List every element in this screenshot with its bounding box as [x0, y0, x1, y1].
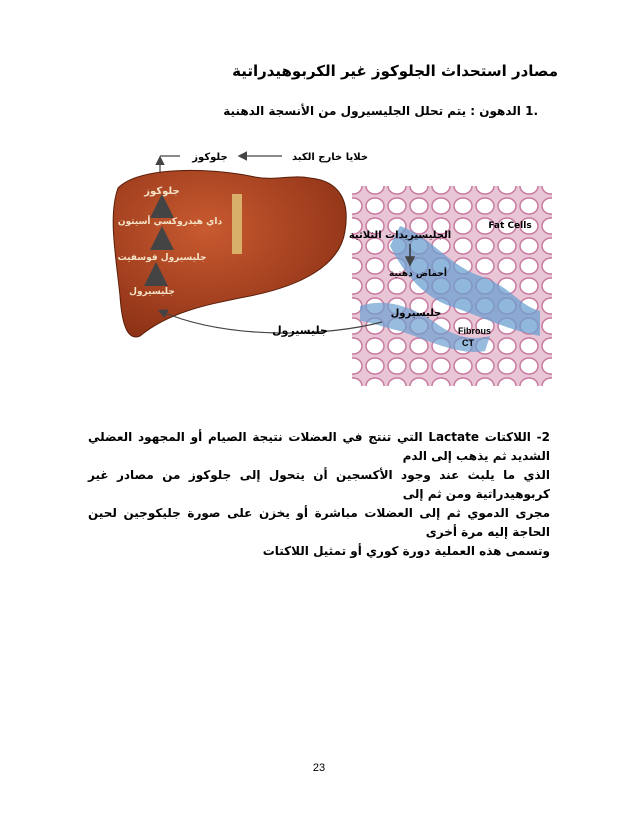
liver-label-dhap: داي هيدروكسي أسيتون: [117, 217, 223, 227]
adipose-tissue-image: [352, 186, 552, 386]
page-title: مصادر استحداث الجلوكوز غير الكربوهيدراتية: [232, 62, 558, 80]
paragraph-line: مجرى الدموي ثم إلى العضلات مباشرة أو يخزن على صورة جليكوجين لحين الحاجة إليه مرة أخرى: [88, 506, 550, 539]
lactate-paragraph: [88, 428, 550, 561]
tissue-label-triglycerides: الجليسيريدات الثلاثية: [348, 230, 452, 241]
tissue-label-fatty-acids: أحماض دهنية: [389, 269, 447, 279]
paragraph-line: وتسمى هذه العملية دورة كوري أو تمثيل اللاكتات: [262, 544, 550, 558]
paragraph-line: الذي ما يلبث عند وجود الأكسجين أن يتحول إلى جلوكوز من مصادر غير كربوهيدراتية ومن ثم إلى: [88, 468, 550, 501]
tissue-label-ct: CT: [462, 338, 474, 348]
paragraph-line: 2- اللاكتات Lactate التي تنتج في العضلات نتيجة الصيام أو المجهود العضلي الشديد ثم يذهب إلى الدم: [88, 430, 550, 463]
glycerol-gluconeogenesis-figure: [100, 136, 560, 386]
gallbladder-icon: [232, 194, 242, 254]
liver-label-g3p: جليسيرول فوسفيت: [117, 253, 207, 263]
list-item-fats: .1 الدهون : يتم تحلل الجليسيرول من الأنسجة الدهنية: [223, 104, 538, 118]
liver-label-glucose: جلوكوز: [144, 186, 180, 197]
tissue-label-glycerol: جليسيرول: [390, 308, 442, 319]
label-extrahepatic-cells: خلايا خارج الكبد: [291, 152, 369, 163]
page-number: 23: [312, 762, 326, 774]
liver-label-glycerol: جليسيرول: [129, 287, 175, 297]
tissue-label-fibrous: Fibrous: [458, 326, 491, 336]
tissue-label-fat-cells: Fat Cells: [488, 221, 532, 231]
label-glucose-top: جلوكوز: [192, 152, 228, 163]
label-glycerol-bottom: جليسيرول: [272, 324, 328, 337]
